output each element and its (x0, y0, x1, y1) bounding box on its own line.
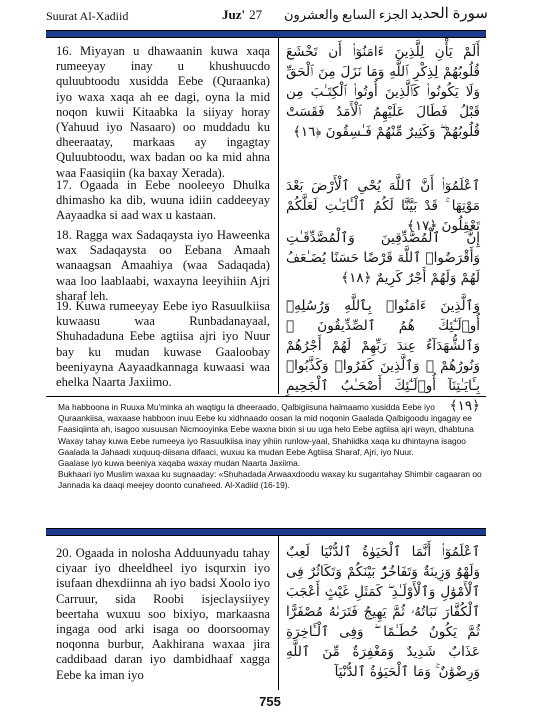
surah-title: Suurat Al-Xadiid (46, 9, 129, 23)
arabic-verse-18: إِنَّ ٱلْمُصَّدِّقِينَ وَٱلْمُصَّدِّقَـٰتِ وَأَقْرَضُوا۟ ٱللَّهَ قَرْضًا حَسَنًا يُضَـٰعَفُ لَهُمْ وَلَهُمْ أَجْرٌ كَرِيمٌ ﴿١٨﴾ (286, 230, 480, 286)
footnote-rule-top (46, 396, 486, 397)
verse-18: 18. Ragga wax Sadaqaysta iyo Haweenka wax Sadaqaysta oo Eebana Amaah wanaagsan Amaahiya (waa Sadaqada) waa loo laablaabi, waxayna leeyihiin Ajri sharaf leh. (56, 228, 270, 303)
verse-17: 17. Ogaada in Eebe nooleeyo Dhulka dhimasho ka dib, wuuna idiin caddeeyay Aayaadka si aad wax u kastaan. (56, 178, 270, 223)
footnote-commentary (58, 402, 484, 492)
column-divider (278, 38, 279, 394)
column-divider-bottom (278, 536, 279, 690)
footnote-paragraph: Gaalase iyo kuwa beeniya xaqaba waxay mudan Naarta Jaxiima. (58, 458, 301, 469)
surah-arabic-title: سورة الحديد (410, 6, 488, 22)
section-blue-rule (46, 528, 486, 536)
juz-arabic-title: الجزء السابع والعشرون (284, 7, 409, 22)
arabic-verse-16: أَلَمْ يَأْنِ لِلَّذِينَ ءَامَنُوٓا۟ أَن تَخْشَعَ قُلُوبُهُمْ لِذِكْرِ ٱللَّهِ وَمَا نَزَلَ مِنَ ٱلْحَقِّ وَلَا يَكُونُوا۟ كَٱلَّذِينَ أُوتُوا۟ ٱلْكِتَـٰبَ مِن قَبْلُ فَطَالَ عَلَيْهِمُ ٱلْأَمَدُ فَقَسَتْ قُلُوبُهُمْ ۖ وَكَثِيرٌ مِّنْهُمْ فَـٰسِقُونَ ﴿١٦﴾ (286, 44, 480, 140)
arabic-verse-20: ٱعْلَمُوٓا۟ أَنَّمَا ٱلْحَيَوٰةُ ٱلدُّنْيَا لَعِبٌ وَلَهْوٌ وَزِينَةٌ وَتَفَاخُرٌۢ بَيْنَكُمْ وَتَكَاثُرٌ فِى ٱلْأَمْوَٰلِ وَٱلْأَوْلَـٰدِ ۖ كَمَثَلِ غَيْثٍ أَعْجَبَ ٱلْكُفَّارَ نَبَاتُهُۥ ثُمَّ يَهِيجُ فَتَرَىٰهُ مُصْفَرًّا ثُمَّ يَكُونُ حُطَـٰمًا ۖ وَفِى ٱلْـَٔاخِرَةِ عَذَابٌ شَدِيدٌ وَمَغْفِرَةٌ مِّنَ ٱللَّهِ وَرِضْوَٰنٌ ۚ وَمَا ٱلْحَيَوٰةُ ٱلدُّنْيَآ (286, 544, 480, 680)
arabic-verse-19: وَٱلَّذِينَ ءَامَنُوا۟ بِٱللَّهِ وَرُسُلِهِۦٓ أُو۟لَـٰٓئِكَ هُمُ ٱلصِّدِّيقُونَ ۖ وَٱلشُّهَدَآءُ عِندَ رَبِّهِمْ لَهُمْ أَجْرُهُمْ وَنُورُهُمْ ۖ وَٱلَّذِينَ كَفَرُوا۟ وَكَذَّبُوا۟ بِـَٔايَـٰتِنَآ أُو۟لَـٰٓئِكَ أَصْحَـٰبُ ٱلْجَحِيمِ ﴿١٩﴾ (286, 298, 480, 414)
juz-number: 27 (249, 7, 263, 22)
arabic-verse-17: ٱعْلَمُوٓا۟ أَنَّ ٱللَّهَ يُحْىِ ٱلْأَرْضَ بَعْدَ مَوْتِهَا ۚ قَدْ بَيَّنَّا لَكُمُ ٱلْـَٔايَـٰتِ لَعَلَّكُمْ تَعْقِلُونَ ﴿١٧﴾ (286, 178, 480, 234)
juz-label: Juz' 27 (222, 7, 263, 22)
page-number: 755 (259, 694, 281, 709)
header-blue-rule (46, 30, 486, 38)
verse-19: 19. Kuwa rumeeyay Eebe iyo Rasuulkiisa kuwaasu waa Runbadanayaal, Shuhadaduna Eebe agtiisa ajri iyo Nuur bay ku mudan kuwase Gaaloobay beeniyayna Aayaadkannaga kuwaasi waa ehelka Naarta Jaxiimo. (56, 299, 270, 390)
verse-20: 20. Ogaada in nolosha Adduunyadu tahay ciyaar iyo dheeldheel iyo isqurxin iyo isufaan dhexdiinna ah iyo badsi Xoolo iyo Carruur, sida Roobi isjeclaysiiyey beertaha wuxuu soo bixiyo, markaasna ingaga ood arki isaga oo doorsoomay noqonna burbur, Aakhirana waxaa jira caddibaad daran iyo dambidhaaf xagga Eebe ka iman iyo (56, 546, 270, 682)
footnote-paragraph: Ma habboona in Ruuxa Mu'minka ah waqtigu la dheeraado, Qalbigiisuna halmaamo xusidda Eebe iyo Quraankiisa, waxaase habboon inuu Eebe ku xidhnaado oosan la mid noqonin Gaalada Qalbigoodu ingagay ee Faasiqiinta ah, isagoo xusuusan Nicmooyinka Eebe waxna bixin si uu uga helo Eebe agtiisa ajri wayn, dhabtuna Waxay tahay kuwa Eebe rumeeya iyo Rasuulkiisa inay yihiin runlow-yaal, Shahiidka xaqa ku dhintayna isagoo Gaalada la Jahaadi xuquuq-diisana difaaci, wuxuu ka mudan Eebe Agtiisa Sharaf, Ajri, iyo Nuur. (58, 402, 474, 457)
page-header (0, 0, 540, 30)
verse-16: 16. Miyayan u dhawaanin kuwa xaqa rumeeyay inay u khushuucdo quluubtoodu xusidda Eebe (Quraanka) iyo waxa xaqa ah ee dagi, oyna la mid noqon kuwii Kitaabka la siiyay horay (Yahuud iyo Nasaaro) oo muddadu ku dheeraatay, markaas ay ingagtay Quluubtoodu, wax badan oo ka mid ahna waa Faasiqiin (ka baxay Xerada). (56, 44, 270, 180)
footnote-paragraph: Bukhaari iyo Muslim waxaa ku sugnaaday: «Shuhadada Arwaaxdoodu waxay ku sugantahay Shimbir cagaaran oo Jannada ka daaqi meejey doonto cunaheed. Al-Xadiid (16-19). (58, 469, 482, 491)
